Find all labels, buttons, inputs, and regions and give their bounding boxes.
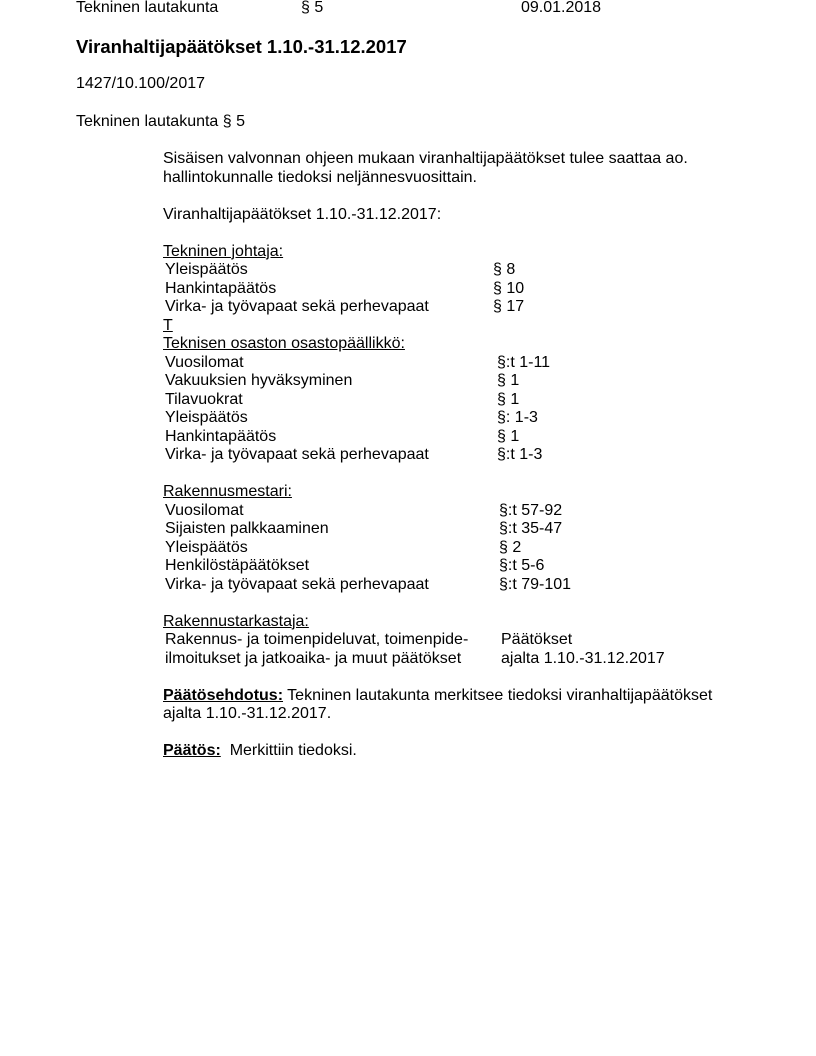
item-label: Yleispäätös (165, 538, 248, 556)
list-item (163, 576, 763, 595)
header-board: Tekninen lautakunta (76, 0, 219, 16)
item-value: § 10 (493, 279, 525, 297)
list-item (163, 428, 763, 447)
item-label: Vakuuksien hyväksyminen (165, 372, 353, 389)
item-value: § 1 (497, 427, 520, 445)
stray-character: T (163, 316, 173, 334)
page-title: Viranhaltijapäätökset 1.10.-31.12.2017 (76, 36, 407, 57)
item-label: Hankintapäätös (165, 427, 277, 445)
item-value: §:t 79-101 (499, 575, 572, 593)
item-label: Henkilöstäpäätökset (165, 557, 310, 574)
list-item (163, 631, 763, 650)
list-item (163, 391, 763, 410)
item-value: §:t 5-6 (499, 557, 545, 574)
proposal-label: Päätösehdotus: (163, 686, 284, 704)
item-label: Vuosilomat (165, 501, 244, 519)
list-item (163, 372, 763, 391)
group-heading: Teknisen osaston osastopäällikkö: (163, 335, 405, 352)
proposal-text: Tekninen lautakunta merkitsee tiedoksi viranhaltijapäätökset (283, 686, 713, 704)
proposal-text-cont: ajalta 1.10.-31.12.2017. (163, 705, 332, 722)
item-label: Yleispäätös (165, 409, 248, 426)
item-value: §: 1-3 (497, 409, 538, 426)
item-value: §:t 57-92 (499, 501, 563, 519)
intro-line: Sisäisen valvonnan ohjeen mukaan viranhaltijapäätökset tulee saattaa ao. (163, 150, 688, 167)
list-item (163, 261, 763, 280)
list-item (163, 446, 763, 465)
item-label: Hankintapäätös (165, 279, 277, 297)
document-body (163, 150, 763, 761)
item-value: Päätökset (501, 631, 573, 648)
list-item (163, 502, 763, 521)
item-value: §:t 1-3 (497, 446, 543, 463)
item-value: §:t 35-47 (499, 520, 563, 537)
item-label: Virka- ja työvapaat sekä perhevapaat (165, 446, 429, 463)
item-label: Tilavuokrat (165, 390, 243, 408)
item-label: Virka- ja työvapaat sekä perhevapaat (165, 575, 429, 593)
list-item (163, 354, 763, 373)
reference-number: 1427/10.100/2017 (76, 75, 206, 92)
item-label: Vuosilomat (165, 353, 244, 371)
item-label: ilmoitukset ja jatkoaika- ja muut päätökset (165, 649, 462, 667)
item-value: § 1 (497, 372, 520, 389)
item-value: ajalta 1.10.-31.12.2017 (501, 649, 665, 667)
list-item (163, 557, 763, 576)
item-label: Yleispäätös (165, 261, 248, 278)
header-section: § 5 (301, 0, 324, 16)
list-item (163, 650, 763, 669)
item-value: §:t 1-11 (497, 353, 551, 371)
proposal (163, 687, 763, 706)
group-heading: Rakennusmestari: (163, 483, 292, 500)
item-label: Sijaisten palkkaaminen (165, 520, 329, 537)
list-item (163, 409, 763, 428)
decision (163, 742, 763, 761)
item-value: § 2 (499, 538, 522, 556)
item-value: § 8 (493, 261, 516, 278)
decision-text: Merkittiin tiedoksi. (220, 742, 357, 759)
header-date: 09.01.2018 (521, 0, 602, 16)
group-heading: Tekninen johtaja: (163, 242, 284, 260)
item-value: § 17 (493, 298, 525, 315)
list-item (163, 520, 763, 539)
intro-line: hallintokunnalle tiedoksi neljännesvuosittain. (163, 168, 477, 186)
list-item (163, 298, 763, 317)
item-label: Rakennus- ja toimenpideluvat, toimenpide- (165, 631, 469, 648)
list-item (163, 539, 763, 558)
group-heading: Rakennustarkastaja: (163, 612, 309, 630)
item-label: Virka- ja työvapaat sekä perhevapaat (165, 298, 429, 315)
list-item (163, 280, 763, 299)
decision-label: Päätös: (163, 742, 221, 759)
list-title: Viranhaltijapäätökset 1.10.-31.12.2017: (163, 205, 442, 223)
item-value: § 1 (497, 390, 520, 408)
section-line: Tekninen lautakunta § 5 (76, 113, 246, 130)
